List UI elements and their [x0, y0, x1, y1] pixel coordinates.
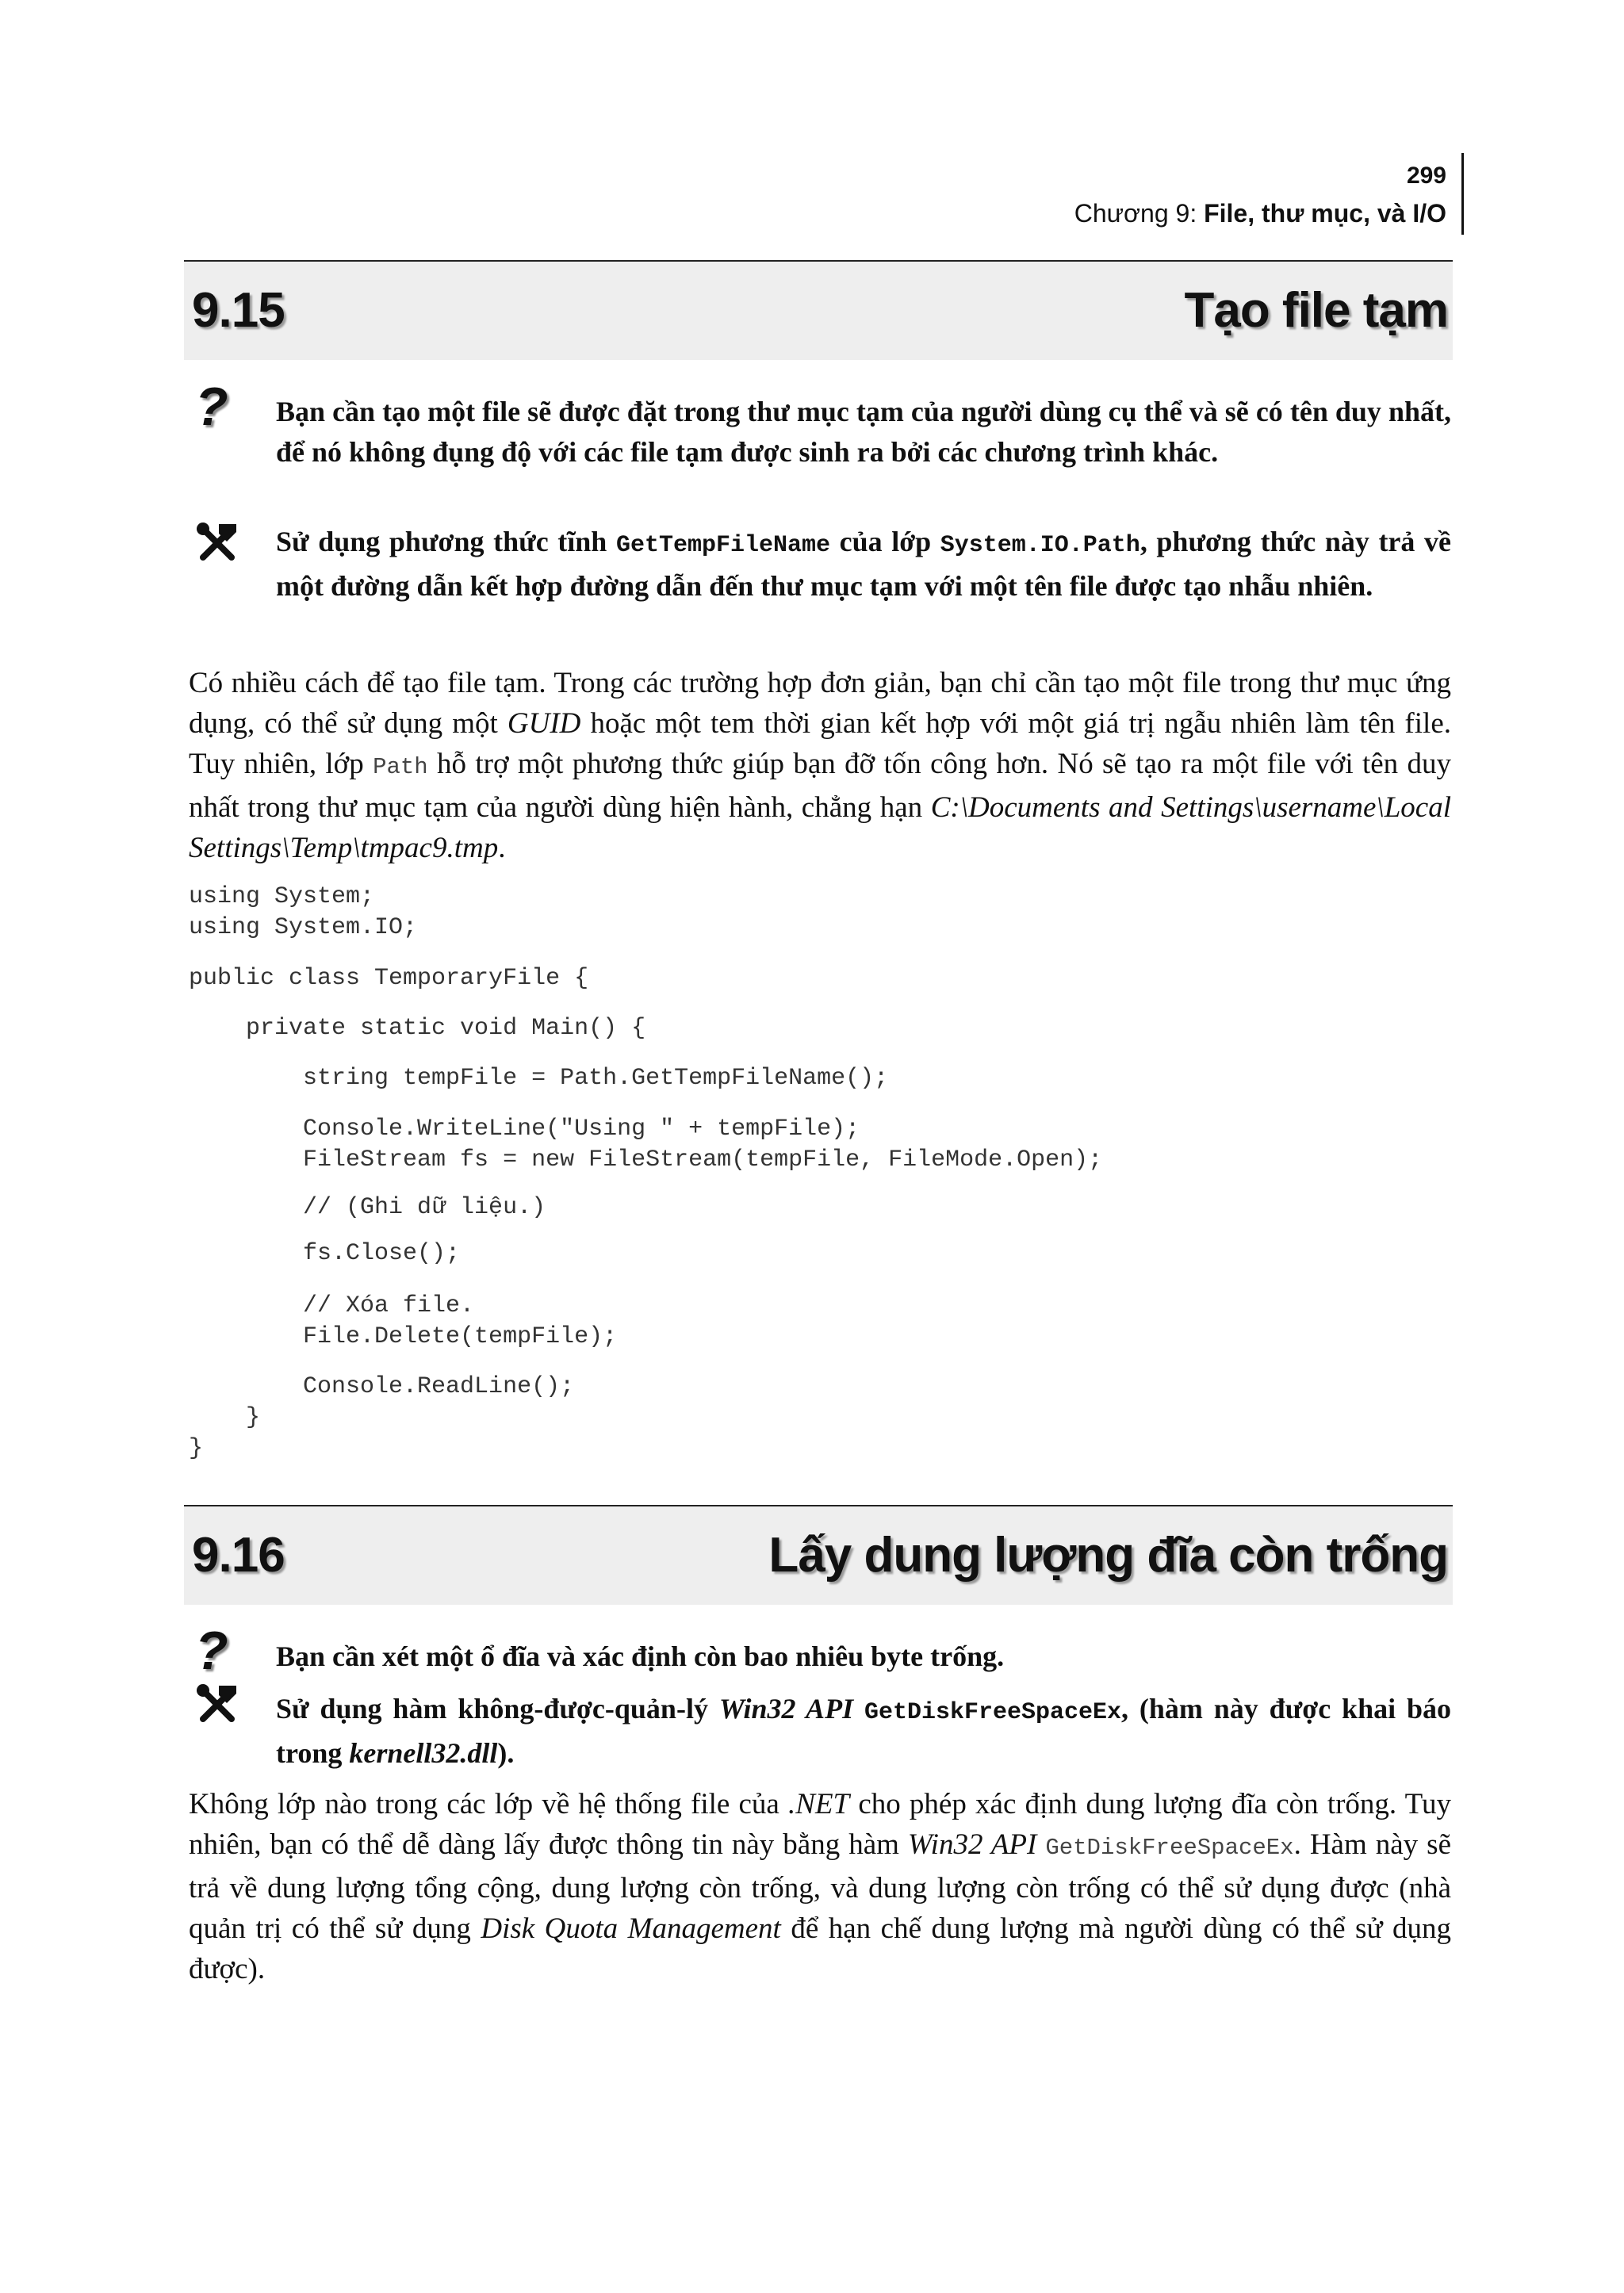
code-line: using System; — [189, 883, 375, 910]
page-number: 299 — [1406, 163, 1446, 189]
question-mark-icon: ? — [195, 377, 228, 437]
code-line: // (Ghi dữ liệu.) — [189, 1194, 546, 1221]
section-number: 9.16 — [192, 1528, 285, 1583]
tools-icon — [195, 521, 239, 568]
tools-icon — [195, 1682, 239, 1730]
section-title: Tạo file tạm — [1184, 283, 1448, 338]
problem-statement: Bạn cần xét một ổ đĩa và xác định còn bao nhiêu byte trống. — [276, 1640, 1005, 1672]
code-line: Console.ReadLine(); — [189, 1373, 575, 1400]
code-line: using System.IO; — [189, 914, 418, 941]
section-heading-9-16 — [184, 1505, 1453, 1605]
code-line: private static void Main() { — [189, 1015, 646, 1042]
function-name: GetDiskFreeSpaceEx — [864, 1699, 1122, 1726]
code-line: // Xóa file. — [189, 1292, 475, 1319]
code-line: string tempFile = Path.GetTempFileName(); — [189, 1065, 889, 1092]
section-title: Lấy dung lượng đĩa còn trống — [768, 1528, 1448, 1583]
code-line: Console.WriteLine("Using " + tempFile); — [189, 1116, 860, 1143]
question-mark-icon: ? — [195, 1621, 228, 1681]
body-paragraph: Không lớp nào trong các lớp về hệ thống file của .NET cho phép xác định dung lượng đĩa còn trống. Tuy nhiên, bạn có thể dễ dàng lấy được thông tin này bằng hàm Win32 API GetDiskFreeSpaceEx. Hàm này sẽ trả về dung lượng tổng cộng, dung lượng còn trống, và dung lượng còn trống có thể sử dụng được (nhà quản trị có thể sử dụng Disk Quota Management để hạn chế dung lượng mà người dùng có thể sử dụng được). — [189, 1788, 1451, 1985]
body-paragraph: Có nhiều cách để tạo file tạm. Trong các trường hợp đơn giản, bạn chỉ cần tạo một file trong thư mục ứng dụng, có thể sử dụng một GUID hoặc một tem thời gian kết hợp với một giá trị ngẫu nhiên làm tên file. Tuy nhiên, lớp Path hỗ trợ một phương thức giúp bạn đỡ tốn công hơn. Nó sẽ tạo ra một file với tên duy nhất trong thư mục tạm của người dùng hiện hành, chẳng hạn C:\Documents and Settings\username\Local Settings\Temp\tmpac9.tmp. — [189, 667, 1451, 864]
code-line: FileStream fs = new FileStream(tempFile, FileMode.Open); — [189, 1146, 1103, 1173]
code-line: } — [189, 1435, 204, 1462]
class-name: System.IO.Path — [940, 532, 1140, 559]
solution-statement: Sử dụng hàm không-được-quản-lý Win32 API GetDiskFreeSpaceEx, (hàm này được khai báo trong kernell32.dll). — [276, 1693, 1451, 1769]
solution-statement: Sử dụng phương thức tĩnh GetTempFileName của lớp System.IO.Path, phương thức này trả về một đường dẫn kết hợp đường dẫn đến thư mục tạm với một tên file được tạo nhẫu nhiên. — [276, 526, 1451, 602]
code-line: fs.Close(); — [189, 1240, 461, 1267]
code-line: public class TemporaryFile { — [189, 965, 589, 992]
code-line: File.Delete(tempFile); — [189, 1323, 618, 1350]
code-line: } — [189, 1404, 261, 1431]
chapter-label: Chương 9: File, thư mục, và I/O — [1074, 199, 1446, 228]
section-number: 9.15 — [192, 283, 285, 338]
section-heading-9-15 — [184, 260, 1453, 360]
problem-statement: Bạn cần tạo một file sẽ được đặt trong thư mục tạm của người dùng cụ thể và sẽ có tên duy nhất, để nó không đụng độ với các file tạm được sinh ra bởi các chương trình khác. — [276, 396, 1451, 468]
running-header — [1074, 159, 1446, 233]
method-name: GetTempFileName — [615, 532, 830, 559]
header-rule — [1461, 153, 1464, 235]
